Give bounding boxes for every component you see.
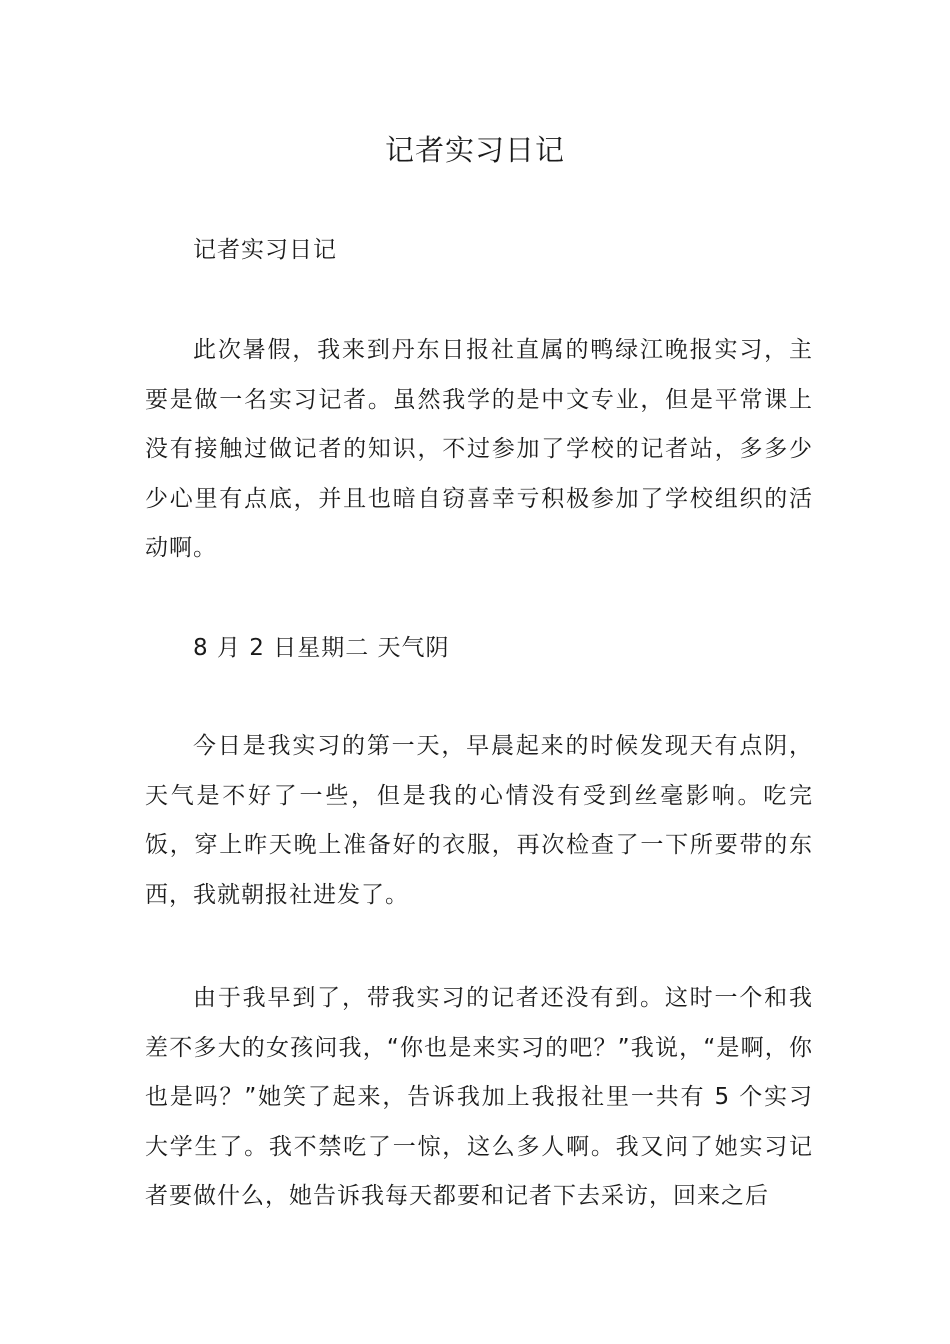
paragraph-arrival: 由于我早到了，带我实习的记者还没有到。这时一个和我差不多大的女孩问我，“你也是来实习的吧？”我说，“是啊，你也是吗？”她笑了起来，告诉我加上我报社里一共有 5 个实习大学生了。我不禁吃了一惊，这么多人啊。我又问了她实习记者要做什么，她告诉我每天都要和记者下去采访，回来之后 bbox=[145, 985, 813, 1209]
document-subtitle: 记者实习日记 bbox=[193, 237, 337, 263]
diary-date-heading: 8 月 2 日星期二 天气阴 bbox=[193, 635, 450, 661]
paragraph-intro: 此次暑假，我来到丹东日报社直属的鸭绿江晚报实习，主要是做一名实习记者。虽然我学的是中文专业，但是平常课上没有接触过做记者的知识，不过参加了学校的记者站，多多少少心里有点底，并且也暗自窃喜幸亏积极参加了学校组织的活动啊。 bbox=[145, 337, 813, 561]
paragraph-first-day: 今日是我实习的第一天，早晨起来的时候发现天有点阴，天气是不好了一些，但是我的心情没有受到丝毫影响。吃完饭，穿上昨天晚上准备好的衣服，再次检查了一下所要带的东西，我就朝报社进发了。 bbox=[145, 733, 813, 908]
document-title: 记者实习日记 bbox=[384, 133, 565, 167]
